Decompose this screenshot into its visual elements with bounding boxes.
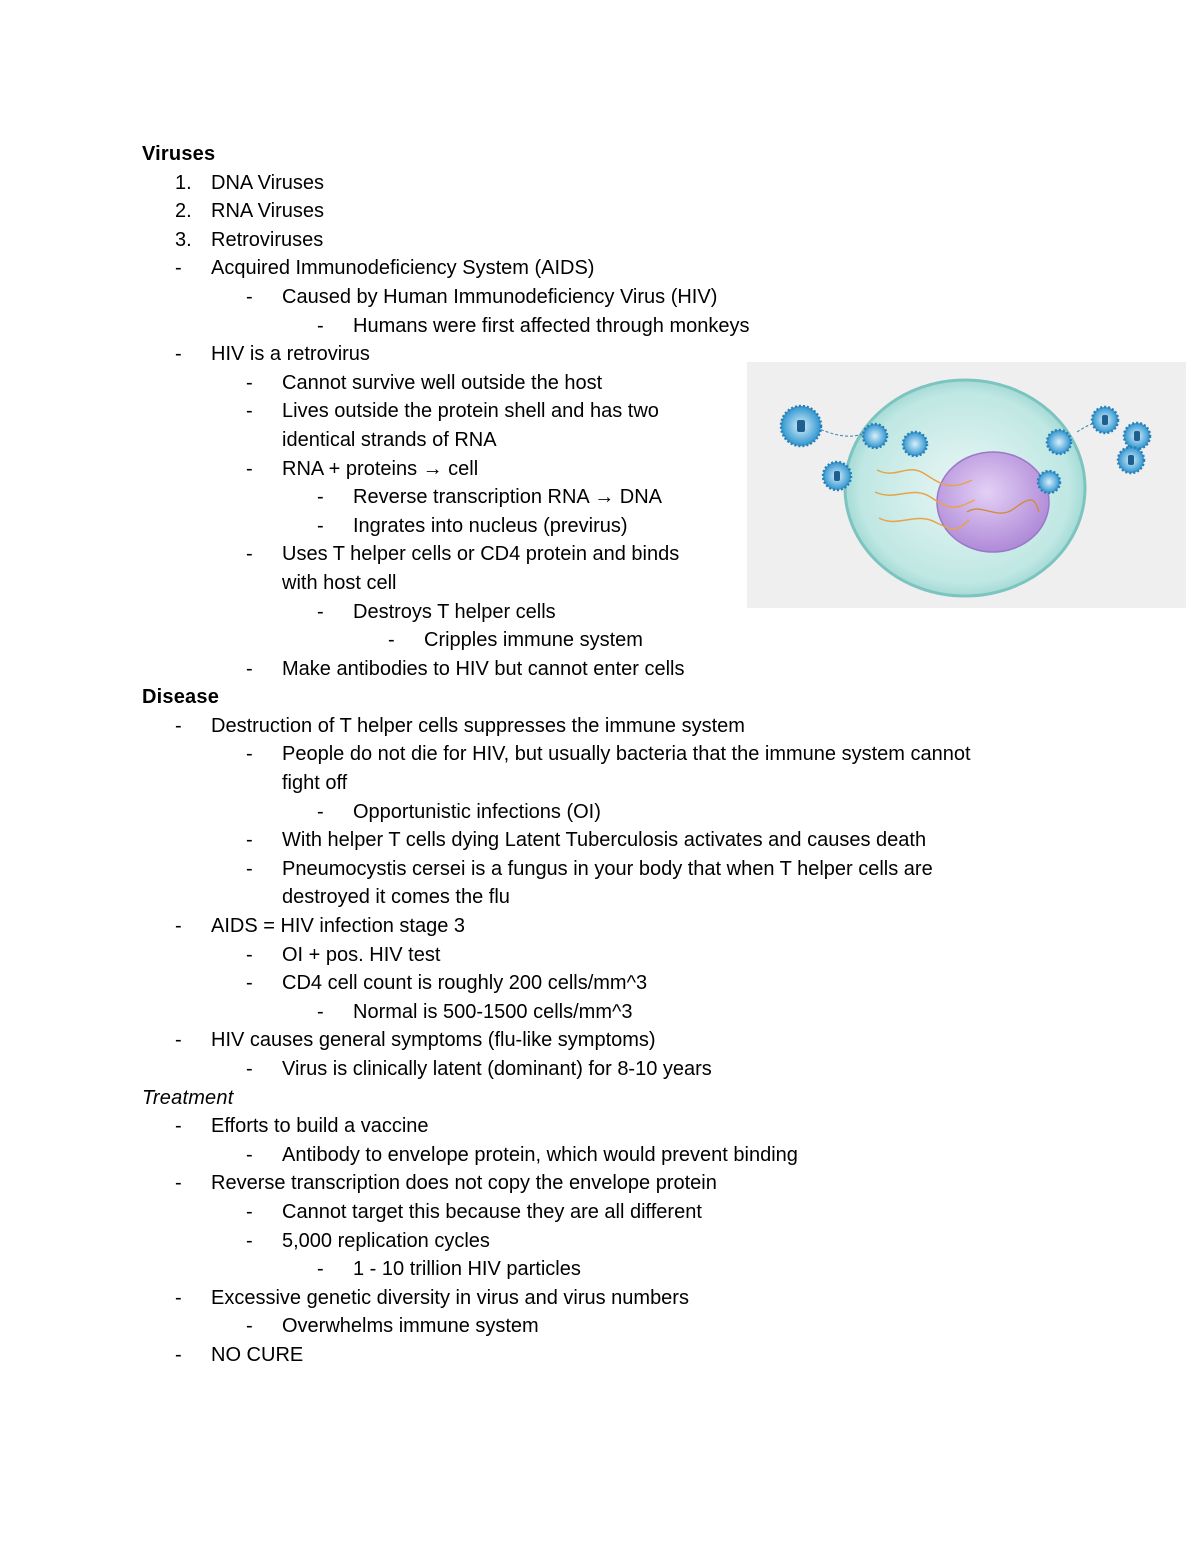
list-item: - RNA + proteins → cell (246, 457, 479, 480)
list-item: - 5,000 replication cycles (246, 1229, 490, 1252)
list-item: - AIDS = HIV infection stage 3 (175, 915, 466, 938)
list-item: - NO CURE (175, 1343, 304, 1366)
numbered-item: 3. Retroviruses (175, 228, 324, 251)
list-item-continuation: with host cell (282, 571, 397, 594)
list-item: - Virus is clinically latent (dominant) for 8-10 years (246, 1058, 712, 1080)
numbered-item: 2. RNA Viruses (175, 200, 325, 223)
heading-viruses: Viruses (142, 143, 216, 165)
list-item: - Caused by Human Immunodeficiency Virus (HIV) (246, 285, 718, 308)
list-item: - HIV causes general symptoms (flu-like symptoms) (175, 1029, 656, 1052)
heading-disease: Disease (142, 686, 220, 709)
list-item: - 1 - 10 trillion HIV particles (317, 1258, 581, 1281)
list-item: - Normal is 500-1500 cells/mm^3 (317, 1000, 633, 1023)
list-item: - Destroys T helper cells (317, 600, 556, 623)
list-item: - HIV is a retrovirus (175, 343, 370, 366)
list-item: - Cannot target this because they are all different (246, 1200, 702, 1223)
list-item: - Excessive genetic diversity in virus and virus numbers (175, 1286, 689, 1309)
list-item: - Antibody to envelope protein, which would prevent binding (246, 1143, 798, 1166)
list-item: - CD4 cell count is roughly 200 cells/mm^3 (246, 972, 648, 995)
list-item: - Ingrates into nucleus (previrus) (317, 514, 628, 537)
list-item: - Lives outside the protein shell and has two (246, 400, 659, 423)
list-item: - With helper T cells dying Latent Tuberculosis activates and causes death (246, 829, 927, 852)
list-item: - Cannot survive well outside the host (246, 371, 603, 394)
list-item: - Reverse transcription RNA → DNA (317, 486, 662, 509)
list-item-continuation: fight off (282, 772, 348, 795)
list-item: - Destruction of T helper cells suppresses the immune system (175, 714, 745, 737)
list-item: - Cripples immune system (388, 629, 643, 652)
list-item: - Acquired Immunodeficiency System (AIDS) (175, 257, 595, 280)
list-item-continuation: identical strands of RNA (282, 428, 497, 451)
notes-content (142, 140, 1142, 1370)
list-item: - People do not die for HIV, but usually bacteria that the immune system cannot (246, 743, 971, 766)
list-item: - Overwhelms immune system (246, 1315, 539, 1338)
list-item: - Reverse transcription does not copy the envelope protein (175, 1172, 717, 1195)
list-item: - Efforts to build a vaccine (175, 1115, 429, 1138)
list-item: - OI + pos. HIV test (246, 943, 441, 966)
hiv-life-cycle-figure (747, 362, 1186, 608)
list-item: - Uses T helper cells or CD4 protein and binds (246, 543, 680, 566)
list-item: - Pneumocystis cersei is a fungus in your body that when T helper cells are (246, 857, 933, 880)
list-item-continuation: destroyed it comes the flu (282, 886, 510, 909)
hiv-life-cycle-diagram-icon (747, 362, 1186, 608)
list-item: - Opportunistic infections (OI) (317, 800, 601, 823)
numbered-item: 1. DNA Viruses (175, 171, 325, 194)
heading-treatment: Treatment (142, 1086, 234, 1109)
list-item: - Make antibodies to HIV but cannot enter cells (246, 657, 685, 680)
list-item: - Humans were first affected through monkeys (317, 314, 750, 337)
